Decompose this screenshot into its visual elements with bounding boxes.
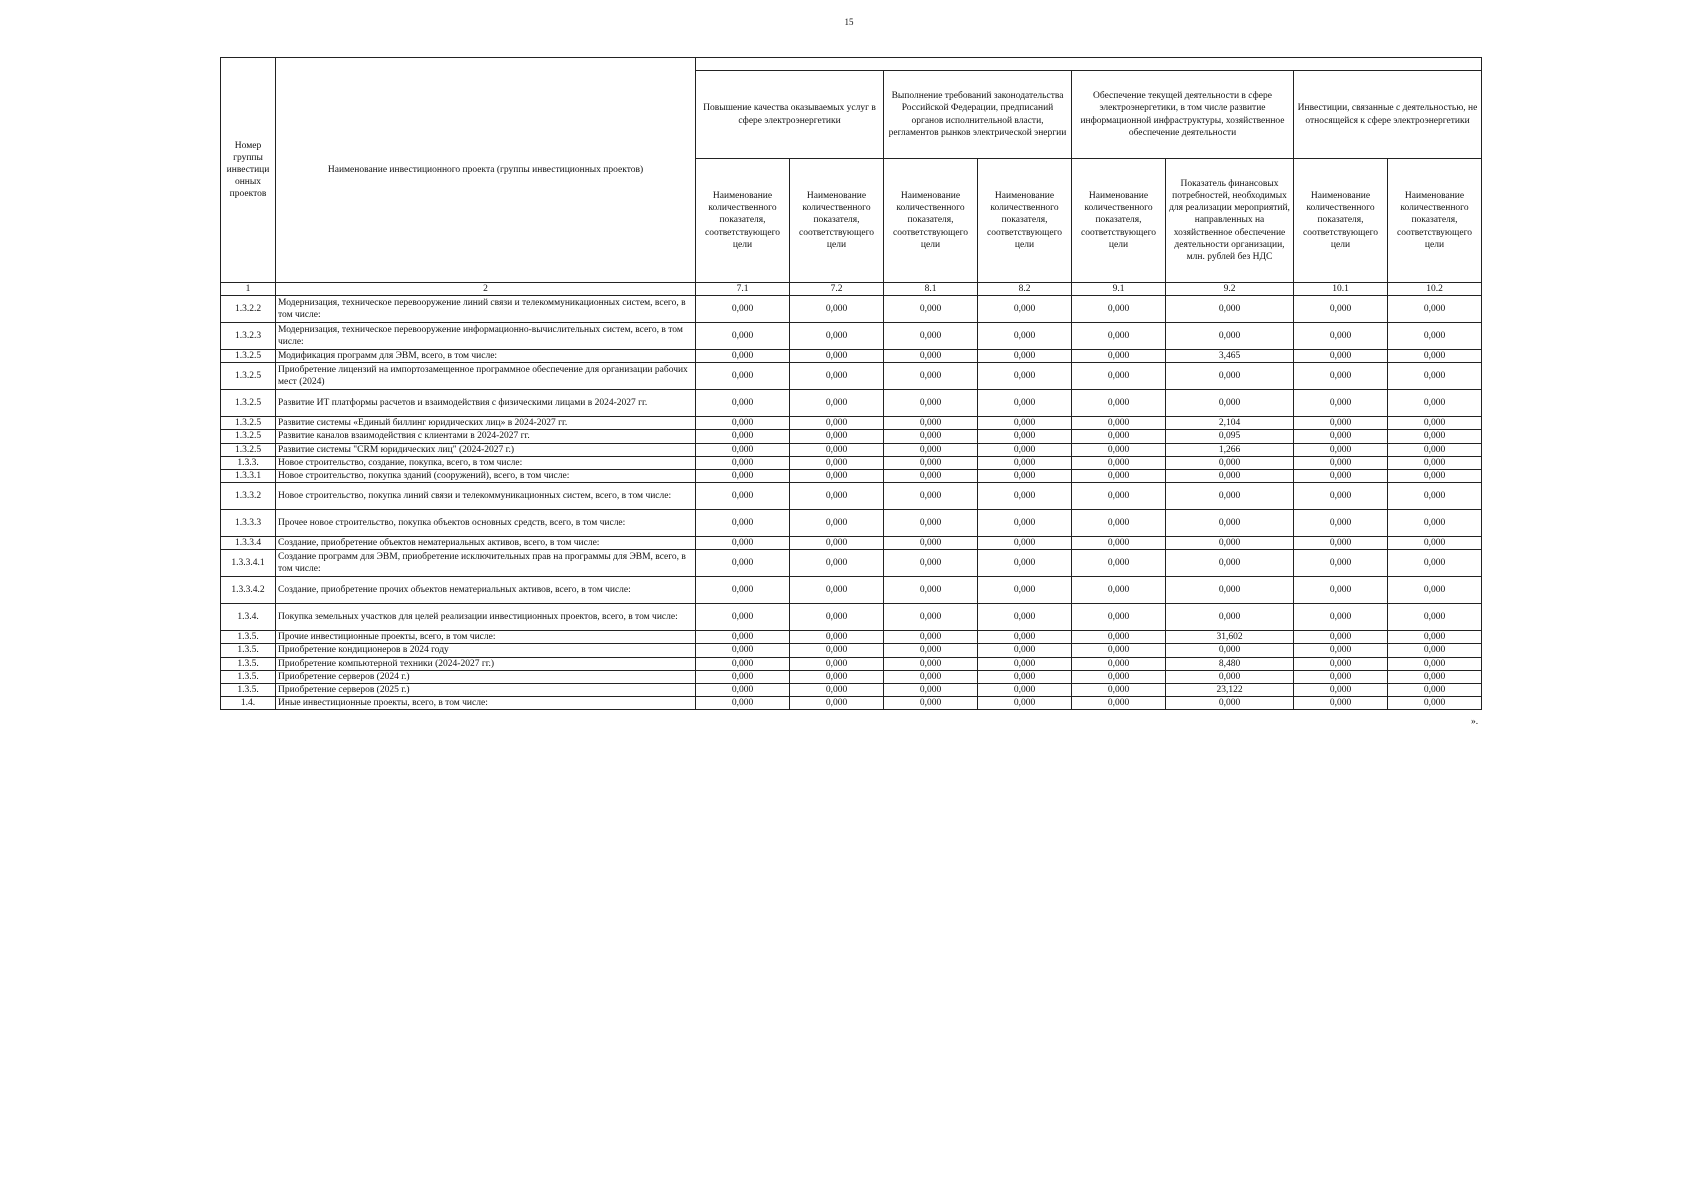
row-value-cell: 0,000 (696, 577, 790, 604)
row-value-cell: 0,000 (1166, 550, 1294, 577)
row-value-cell: 0,000 (1294, 350, 1388, 363)
row-value-cell: 0,000 (696, 390, 790, 417)
header-indicator-9-1: Наименование количественного показателя, соответствующего цели (1072, 159, 1166, 283)
row-project-name: Новое строительство, покупка линий связи и телекоммуникационных систем, всего, в том числе: (276, 483, 696, 510)
header-group-current-activity: Обеспечение текущей деятельности в сфере электроэнергетики, в том числе развитие информационной инфраструктуры, хозяйственное обеспечение деятельности (1072, 71, 1294, 159)
table-row (221, 683, 1482, 696)
row-value-cell: 0,000 (978, 296, 1072, 323)
row-value-cell: 0,000 (1072, 417, 1166, 430)
row-value-cell: 0,095 (1166, 430, 1294, 443)
row-value-cell: 0,000 (1072, 604, 1166, 631)
header-group-number: Номер группы инвестици онных проектов (221, 58, 276, 283)
row-project-name: Модернизация, техническое перевооружение информационно-вычислительных систем, всего, в том числе: (276, 323, 696, 350)
table-row (221, 577, 1482, 604)
column-number: 10.2 (1388, 283, 1482, 296)
row-value-cell: 0,000 (1072, 644, 1166, 657)
row-value-cell: 0,000 (1072, 456, 1166, 469)
row-project-name: Новое строительство, создание, покупка, всего, в том числе: (276, 456, 696, 469)
row-value-cell: 0,000 (1294, 363, 1388, 390)
row-value-cell: 0,000 (978, 683, 1072, 696)
row-value-cell: 0,000 (1294, 430, 1388, 443)
row-value-cell: 0,000 (1072, 350, 1166, 363)
row-project-name: Покупка земельных участков для целей реализации инвестиционных проектов, всего, в том числе: (276, 604, 696, 631)
row-value-cell: 0,000 (978, 577, 1072, 604)
row-group-number: 1.3.2.5 (221, 417, 276, 430)
row-value-cell: 0,000 (1388, 296, 1482, 323)
row-value-cell: 0,000 (790, 417, 884, 430)
row-value-cell: 0,000 (790, 430, 884, 443)
row-value-cell: 0,000 (696, 430, 790, 443)
row-value-cell: 0,000 (1166, 697, 1294, 710)
row-value-cell: 0,000 (978, 670, 1072, 683)
row-value-cell: 0,000 (1294, 390, 1388, 417)
row-value-cell: 0,000 (978, 510, 1072, 537)
row-group-number: 1.3.2.5 (221, 363, 276, 390)
row-value-cell: 0,000 (884, 469, 978, 482)
row-project-name: Прочее новое строительство, покупка объектов основных средств, всего, в том числе: (276, 510, 696, 537)
row-value-cell: 0,000 (1388, 469, 1482, 482)
header-project-name: Наименование инвестиционного проекта (группы инвестиционных проектов) (276, 58, 696, 283)
row-group-number: 1.3.3. (221, 456, 276, 469)
row-value-cell: 0,000 (978, 644, 1072, 657)
row-value-cell: 0,000 (1072, 537, 1166, 550)
row-project-name: Приобретение компьютерной техники (2024-2027 гг.) (276, 657, 696, 670)
header-indicator-7-1: Наименование количественного показателя, соответствующего цели (696, 159, 790, 283)
row-value-cell: 0,000 (978, 550, 1072, 577)
row-value-cell: 0,000 (1388, 417, 1482, 430)
row-value-cell: 0,000 (1072, 683, 1166, 696)
row-value-cell: 0,000 (696, 657, 790, 670)
row-value-cell: 0,000 (1294, 510, 1388, 537)
row-value-cell: 0,000 (978, 323, 1072, 350)
table-row (221, 456, 1482, 469)
column-number: 7.1 (696, 283, 790, 296)
row-value-cell: 0,000 (696, 510, 790, 537)
row-group-number: 1.3.2.2 (221, 296, 276, 323)
row-value-cell: 0,000 (1388, 510, 1482, 537)
row-value-cell: 0,000 (1294, 631, 1388, 644)
row-value-cell: 0,000 (790, 483, 884, 510)
row-value-cell: 0,000 (884, 323, 978, 350)
row-value-cell: 0,000 (1294, 323, 1388, 350)
row-value-cell: 1,266 (1166, 443, 1294, 456)
row-group-number: 1.3.3.1 (221, 469, 276, 482)
row-value-cell: 0,000 (696, 697, 790, 710)
header-indicator-10-2: Наименование количественного показателя, соответствующего цели (1388, 159, 1482, 283)
header-group-non-energy: Инвестиции, связанные с деятельностью, не относящейся к сфере электроэнергетики (1294, 71, 1482, 159)
row-project-name: Развитие системы «Единый биллинг юридических лиц» в 2024-2027 гг. (276, 417, 696, 430)
row-value-cell: 0,000 (696, 483, 790, 510)
row-value-cell: 0,000 (696, 417, 790, 430)
row-value-cell: 0,000 (1166, 577, 1294, 604)
table-header (221, 58, 1482, 296)
row-project-name: Новое строительство, покупка зданий (сооружений), всего, в том числе: (276, 469, 696, 482)
row-value-cell: 0,000 (1388, 483, 1482, 510)
row-value-cell: 0,000 (790, 456, 884, 469)
row-value-cell: 0,000 (978, 390, 1072, 417)
row-value-cell: 0,000 (1072, 469, 1166, 482)
row-value-cell: 0,000 (884, 577, 978, 604)
row-value-cell: 0,000 (1388, 670, 1482, 683)
investment-table (220, 57, 1482, 710)
row-group-number: 1.3.4. (221, 604, 276, 631)
row-value-cell: 0,000 (978, 350, 1072, 363)
table-row (221, 510, 1482, 537)
row-value-cell: 0,000 (978, 443, 1072, 456)
table-row (221, 390, 1482, 417)
row-value-cell: 0,000 (884, 443, 978, 456)
row-project-name: Приобретение серверов (2024 г.) (276, 670, 696, 683)
row-value-cell: 0,000 (790, 510, 884, 537)
row-value-cell: 0,000 (1072, 670, 1166, 683)
row-project-name: Приобретение лицензий на импортозамещенное программное обеспечение для организации рабочих мест (2024) (276, 363, 696, 390)
row-value-cell: 0,000 (1072, 483, 1166, 510)
table-row (221, 670, 1482, 683)
table-row (221, 550, 1482, 577)
row-value-cell: 0,000 (1388, 604, 1482, 631)
row-value-cell: 0,000 (1294, 644, 1388, 657)
row-value-cell: 0,000 (790, 443, 884, 456)
row-value-cell: 0,000 (1388, 683, 1482, 696)
row-value-cell: 0,000 (790, 390, 884, 417)
row-value-cell: 0,000 (1166, 363, 1294, 390)
row-project-name: Развитие системы "CRM юридических лиц" (2024-2027 г.) (276, 443, 696, 456)
row-value-cell: 0,000 (884, 363, 978, 390)
table-row (221, 631, 1482, 644)
row-project-name: Развитие ИТ платформы расчетов и взаимодействия с физическими лицами в 2024-2027 гг. (276, 390, 696, 417)
row-value-cell: 0,000 (884, 483, 978, 510)
row-value-cell: 0,000 (1294, 443, 1388, 456)
row-value-cell: 31,602 (1166, 631, 1294, 644)
row-value-cell: 0,000 (1166, 644, 1294, 657)
row-value-cell: 0,000 (884, 631, 978, 644)
row-value-cell: 0,000 (1072, 697, 1166, 710)
row-group-number: 1.3.3.4 (221, 537, 276, 550)
row-value-cell: 0,000 (1294, 417, 1388, 430)
row-value-cell: 0,000 (790, 670, 884, 683)
row-group-number: 1.3.3.4.2 (221, 577, 276, 604)
row-value-cell: 0,000 (790, 323, 884, 350)
row-value-cell: 0,000 (790, 577, 884, 604)
header-group-legislation: Выполнение требований законодательства Российской Федерации, предписаний органов исполнительной власти, регламентов рынков электрической энергии (884, 71, 1072, 159)
row-value-cell: 0,000 (1294, 604, 1388, 631)
column-number: 10.1 (1294, 283, 1388, 296)
row-value-cell: 0,000 (790, 697, 884, 710)
row-value-cell: 0,000 (1166, 323, 1294, 350)
row-value-cell: 0,000 (978, 631, 1072, 644)
table-row (221, 350, 1482, 363)
row-value-cell: 0,000 (1294, 577, 1388, 604)
row-value-cell: 0,000 (696, 537, 790, 550)
row-value-cell: 0,000 (978, 456, 1072, 469)
row-value-cell: 0,000 (1388, 631, 1482, 644)
row-value-cell: 0,000 (884, 604, 978, 631)
row-project-name: Приобретение серверов (2025 г.) (276, 683, 696, 696)
row-value-cell: 0,000 (1388, 657, 1482, 670)
row-value-cell: 0,000 (1388, 577, 1482, 604)
row-value-cell: 0,000 (884, 350, 978, 363)
row-value-cell: 0,000 (1072, 577, 1166, 604)
row-value-cell: 2,104 (1166, 417, 1294, 430)
row-project-name: Прочие инвестиционные проекты, всего, в том числе: (276, 631, 696, 644)
table-row (221, 430, 1482, 443)
row-value-cell: 0,000 (1294, 670, 1388, 683)
column-number: 7.2 (790, 283, 884, 296)
header-indicator-10-1: Наименование количественного показателя, соответствующего цели (1294, 159, 1388, 283)
row-value-cell: 0,000 (790, 350, 884, 363)
row-group-number: 1.3.2.5 (221, 350, 276, 363)
row-value-cell: 0,000 (1166, 510, 1294, 537)
row-value-cell: 0,000 (790, 363, 884, 390)
row-value-cell: 0,000 (884, 657, 978, 670)
header-financial-9-2: Показатель финансовых потребностей, необходимых для реализации мероприятий, направленных на хозяйственное обеспечение деятельности организации, млн. рублей без НДС (1166, 159, 1294, 283)
row-value-cell: 0,000 (1166, 670, 1294, 683)
row-value-cell: 0,000 (1388, 363, 1482, 390)
row-value-cell: 0,000 (1166, 456, 1294, 469)
row-value-cell: 0,000 (1388, 323, 1482, 350)
row-group-number: 1.3.2.5 (221, 430, 276, 443)
row-value-cell: 0,000 (1388, 456, 1482, 469)
row-value-cell: 0,000 (1294, 296, 1388, 323)
row-value-cell: 0,000 (790, 604, 884, 631)
table-body (221, 296, 1482, 710)
row-value-cell: 0,000 (1072, 631, 1166, 644)
row-value-cell: 0,000 (790, 683, 884, 696)
row-value-cell: 0,000 (1166, 537, 1294, 550)
row-value-cell: 0,000 (790, 631, 884, 644)
row-value-cell: 0,000 (884, 697, 978, 710)
table-row (221, 604, 1482, 631)
column-number: 8.1 (884, 283, 978, 296)
row-value-cell: 0,000 (884, 510, 978, 537)
row-value-cell: 0,000 (790, 550, 884, 577)
row-value-cell: 0,000 (1072, 296, 1166, 323)
row-value-cell: 0,000 (1072, 510, 1166, 537)
column-number: 8.2 (978, 283, 1072, 296)
row-project-name: Иные инвестиционные проекты, всего, в том числе: (276, 697, 696, 710)
row-value-cell: 0,000 (1294, 537, 1388, 550)
row-project-name: Создание программ для ЭВМ, приобретение исключительных прав на программы для ЭВМ, всего, в том числе: (276, 550, 696, 577)
table-row (221, 483, 1482, 510)
row-value-cell: 0,000 (1072, 390, 1166, 417)
row-value-cell: 0,000 (978, 469, 1072, 482)
row-value-cell: 0,000 (884, 550, 978, 577)
row-project-name: Модернизация, техническое перевооружение линий связи и телекоммуникационных систем, всего, в том числе: (276, 296, 696, 323)
table-row (221, 363, 1482, 390)
row-value-cell: 0,000 (696, 631, 790, 644)
header-indicator-7-2: Наименование количественного показателя, соответствующего цели (790, 159, 884, 283)
row-value-cell: 0,000 (1388, 443, 1482, 456)
row-value-cell: 0,000 (1388, 350, 1482, 363)
row-value-cell: 23,122 (1166, 683, 1294, 696)
row-value-cell: 0,000 (696, 469, 790, 482)
table-row (221, 417, 1482, 430)
row-group-number: 1.3.2.5 (221, 443, 276, 456)
row-value-cell: 8,480 (1166, 657, 1294, 670)
row-group-number: 1.3.2.3 (221, 323, 276, 350)
header-group-quality: Повышение качества оказываемых услуг в сфере электроэнергетики (696, 71, 884, 159)
row-value-cell: 0,000 (1072, 430, 1166, 443)
row-value-cell: 0,000 (978, 697, 1072, 710)
row-value-cell: 0,000 (790, 537, 884, 550)
row-group-number: 1.3.5. (221, 670, 276, 683)
row-value-cell: 0,000 (884, 537, 978, 550)
row-value-cell: 0,000 (884, 670, 978, 683)
row-project-name: Создание, приобретение объектов нематериальных активов, всего, в том числе: (276, 537, 696, 550)
row-value-cell: 0,000 (696, 604, 790, 631)
row-value-cell: 0,000 (978, 604, 1072, 631)
row-value-cell: 0,000 (978, 537, 1072, 550)
page-number: 15 (844, 17, 854, 27)
row-value-cell: 0,000 (696, 683, 790, 696)
row-value-cell: 0,000 (696, 296, 790, 323)
row-value-cell: 0,000 (790, 469, 884, 482)
table-row (221, 537, 1482, 550)
header-top-band (696, 58, 1482, 71)
header-indicator-8-1: Наименование количественного показателя, соответствующего цели (884, 159, 978, 283)
row-value-cell: 0,000 (884, 644, 978, 657)
row-value-cell: 0,000 (696, 363, 790, 390)
row-value-cell: 0,000 (790, 657, 884, 670)
row-value-cell: 0,000 (696, 644, 790, 657)
row-value-cell: 0,000 (1388, 644, 1482, 657)
row-value-cell: 0,000 (696, 323, 790, 350)
table-row (221, 469, 1482, 482)
table-row (221, 296, 1482, 323)
row-value-cell: 0,000 (1072, 443, 1166, 456)
row-group-number: 1.3.3.4.1 (221, 550, 276, 577)
row-value-cell: 0,000 (1388, 697, 1482, 710)
row-value-cell: 0,000 (1294, 550, 1388, 577)
row-value-cell: 0,000 (696, 550, 790, 577)
row-value-cell: 0,000 (978, 430, 1072, 443)
table-row (221, 657, 1482, 670)
row-group-number: 1.3.5. (221, 683, 276, 696)
row-value-cell: 3,465 (1166, 350, 1294, 363)
row-value-cell: 0,000 (884, 296, 978, 323)
column-number: 2 (276, 283, 696, 296)
row-project-name: Модификация программ для ЭВМ, всего, в том числе: (276, 350, 696, 363)
table-row (221, 644, 1482, 657)
column-number: 9.1 (1072, 283, 1166, 296)
table-row (221, 443, 1482, 456)
table-row (221, 323, 1482, 350)
header-indicator-8-2: Наименование количественного показателя, соответствующего цели (978, 159, 1072, 283)
row-value-cell: 0,000 (696, 443, 790, 456)
row-group-number: 1.3.3.2 (221, 483, 276, 510)
row-value-cell: 0,000 (696, 670, 790, 683)
row-value-cell: 0,000 (790, 296, 884, 323)
row-value-cell: 0,000 (978, 417, 1072, 430)
row-value-cell: 0,000 (1166, 483, 1294, 510)
row-value-cell: 0,000 (1166, 296, 1294, 323)
row-project-name: Приобретение кондиционеров в 2024 году (276, 644, 696, 657)
row-value-cell: 0,000 (884, 417, 978, 430)
row-value-cell: 0,000 (884, 683, 978, 696)
row-value-cell: 0,000 (978, 483, 1072, 510)
row-group-number: 1.4. (221, 697, 276, 710)
row-value-cell: 0,000 (1388, 537, 1482, 550)
row-value-cell: 0,000 (884, 456, 978, 469)
row-project-name: Развитие каналов взаимодействия с клиентами в 2024-2027 гг. (276, 430, 696, 443)
row-group-number: 1.3.5. (221, 631, 276, 644)
row-value-cell: 0,000 (1072, 657, 1166, 670)
row-group-number: 1.3.2.5 (221, 390, 276, 417)
row-value-cell: 0,000 (1166, 469, 1294, 482)
row-value-cell: 0,000 (790, 644, 884, 657)
row-value-cell: 0,000 (978, 657, 1072, 670)
row-value-cell: 0,000 (1166, 604, 1294, 631)
row-group-number: 1.3.5. (221, 644, 276, 657)
row-value-cell: 0,000 (1388, 430, 1482, 443)
row-group-number: 1.3.3.3 (221, 510, 276, 537)
column-number: 9.2 (1166, 283, 1294, 296)
row-value-cell: 0,000 (1294, 657, 1388, 670)
row-value-cell: 0,000 (884, 390, 978, 417)
row-value-cell: 0,000 (1294, 697, 1388, 710)
row-value-cell: 0,000 (1072, 323, 1166, 350)
column-number-row (221, 283, 1482, 296)
row-value-cell: 0,000 (1294, 456, 1388, 469)
row-value-cell: 0,000 (1072, 363, 1166, 390)
row-value-cell: 0,000 (1388, 390, 1482, 417)
row-value-cell: 0,000 (1166, 390, 1294, 417)
row-value-cell: 0,000 (1072, 550, 1166, 577)
row-value-cell: 0,000 (1388, 550, 1482, 577)
row-value-cell: 0,000 (1294, 683, 1388, 696)
row-value-cell: 0,000 (884, 430, 978, 443)
row-value-cell: 0,000 (696, 456, 790, 469)
table-row (221, 697, 1482, 710)
row-value-cell: 0,000 (978, 363, 1072, 390)
closing-quote-mark: ». (1471, 717, 1479, 727)
column-number: 1 (221, 283, 276, 296)
row-value-cell: 0,000 (696, 350, 790, 363)
row-group-number: 1.3.5. (221, 657, 276, 670)
row-project-name: Создание, приобретение прочих объектов нематериальных активов, всего, в том числе: (276, 577, 696, 604)
row-value-cell: 0,000 (1294, 469, 1388, 482)
row-value-cell: 0,000 (1294, 483, 1388, 510)
